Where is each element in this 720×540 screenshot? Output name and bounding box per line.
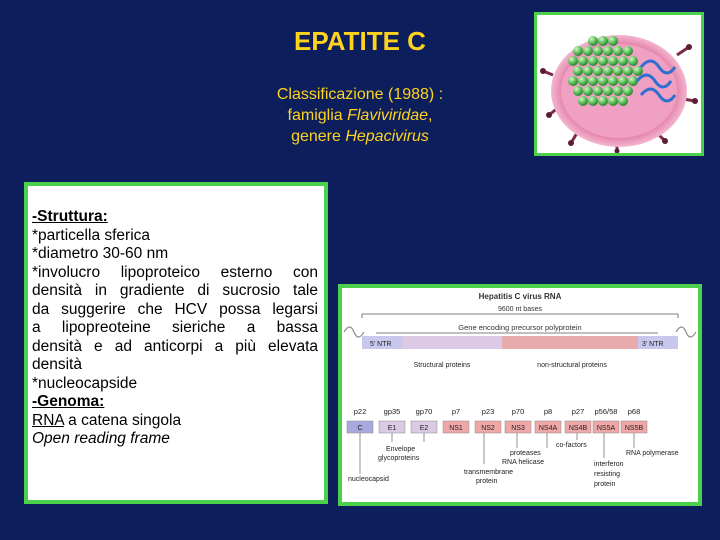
ann-proteases: proteases <box>510 450 541 457</box>
ann-transmembrane-1: transmembrane <box>464 469 514 476</box>
protein-size-6: p8 <box>543 407 553 416</box>
protein-sizes <box>354 407 641 416</box>
capsid-bead <box>633 66 643 76</box>
protein-size-3: p7 <box>451 407 461 416</box>
capsid-bead <box>603 86 613 96</box>
genus-name: Hepacivirus <box>345 128 429 145</box>
capsid-bead <box>623 46 633 56</box>
capsid-bead <box>613 86 623 96</box>
diagram-length: 9600 nt bases <box>498 306 542 313</box>
structure-item-4: *nucleocapside <box>32 374 138 392</box>
capsid-bead <box>583 66 593 76</box>
nonstructural-label: non-structural proteins <box>537 362 607 369</box>
capsid-bead <box>608 96 618 106</box>
structure-item-3-line-4: a lipopreoteine sieriche a bassa <box>32 319 318 336</box>
structure-item-3-line-5: densità e ad anticorpi a più elevata <box>32 337 318 355</box>
slide-title: EPATITE C <box>294 26 426 56</box>
protein-label-ns5a: NS5A <box>596 425 616 432</box>
capsid-bead <box>603 46 613 56</box>
protein-size-8: p56/58 <box>594 407 618 416</box>
structure-item-3-line-1: *involucro lipoproteico esterno con <box>32 263 318 281</box>
protein-size-9: p68 <box>627 407 641 416</box>
capsid-bead <box>578 76 588 86</box>
capsid-bead <box>588 36 598 46</box>
capsid-bead <box>578 96 588 106</box>
genome-header: -Genoma: <box>32 393 105 410</box>
ann-envelope-2: glycoproteins <box>378 455 420 462</box>
family-prefix: famiglia <box>287 107 348 124</box>
capsid-bead <box>623 86 633 96</box>
classification-line-1: Classificazione (1988) : <box>276 86 444 103</box>
family-suffix: , <box>428 107 433 124</box>
nonstructural-region <box>502 336 638 349</box>
family-name: Flaviviridae <box>347 107 429 124</box>
capsid-bead <box>568 76 578 86</box>
hcv-virion-image <box>537 15 701 153</box>
ann-interferon-3: protein <box>594 481 616 488</box>
ann-envelope-1: Envelope <box>386 446 416 453</box>
protein-label-ns1: NS1 <box>449 425 463 432</box>
capsid-bead <box>618 76 628 86</box>
genome-diagram-svg <box>342 288 698 502</box>
capsid-bead <box>588 76 598 86</box>
protein-label-c: C <box>357 425 363 432</box>
structure-item-3-line-3: da suggerire che HCV possa legarsi <box>32 300 318 318</box>
capsid-bead <box>608 76 618 86</box>
protein-size-2: gp70 <box>415 407 433 416</box>
classification-line-2 <box>230 105 490 126</box>
rna-tail-right <box>676 327 696 337</box>
structure-item-1: *particella sferica <box>32 226 151 244</box>
protein-size-5: p70 <box>511 407 525 416</box>
protein-boxes <box>347 421 647 433</box>
capsid-bead <box>598 76 608 86</box>
protein-label-e1: E1 <box>387 425 397 432</box>
protein-size-0: p22 <box>353 407 367 416</box>
capsid-bead <box>613 66 623 76</box>
protein-size-7: p27 <box>571 407 585 416</box>
capsid-bead <box>593 46 603 56</box>
ann-polymerase: RNA polymerase <box>626 450 679 457</box>
capsid-bead <box>588 56 598 66</box>
structure-item-3-line-6: densità <box>32 356 82 373</box>
virus-illustration <box>534 12 704 156</box>
protein-label-ns5b: NS5B <box>624 425 644 432</box>
protein-label-ns2: NS2 <box>481 425 495 432</box>
structure-item-3-line-2: densità in gradiente di sucrosio tale <box>32 282 318 299</box>
capsid-bead <box>593 86 603 96</box>
protein-label-ns4a: NS4A <box>538 425 558 432</box>
capsid-bead <box>593 66 603 76</box>
ann-interferon-2: resisting <box>594 471 621 478</box>
protein-size-4: p23 <box>481 407 495 416</box>
capsid-bead <box>578 56 588 66</box>
capsid-bead <box>598 96 608 106</box>
classification <box>230 84 490 147</box>
ann-cofactors: co-factors <box>556 442 587 449</box>
structure-header: -Struttura: <box>32 208 108 225</box>
capsid-bead <box>603 66 613 76</box>
capsid-bead <box>628 56 638 66</box>
ann-nucleocapsid: nucleocapsid <box>348 476 389 483</box>
capsid-bead <box>628 76 638 86</box>
rna-term: RNA <box>32 411 64 429</box>
structure-text-box <box>24 182 328 504</box>
capsid-bead <box>573 46 583 56</box>
capsid-bead <box>608 36 618 46</box>
rna-rest: a catena singola <box>63 411 182 429</box>
capsid-bead <box>623 66 633 76</box>
hcv-genome-diagram <box>338 284 702 506</box>
capsid-bead <box>573 86 583 96</box>
ann-interferon-1: interferon <box>594 461 624 468</box>
capsid-bead <box>588 96 598 106</box>
capsid-bead <box>568 56 578 66</box>
capsid-bead <box>613 46 623 56</box>
capsid-bead <box>618 96 628 106</box>
capsid-bead <box>598 56 608 66</box>
capsid-bead <box>618 56 628 66</box>
protein-label-ns4b: NS4B <box>568 425 588 432</box>
rna-tail-left <box>344 327 364 337</box>
classification-line-3 <box>230 126 490 147</box>
capsid-bead <box>573 66 583 76</box>
capsid-bead <box>608 56 618 66</box>
capsid-bead <box>583 86 593 96</box>
structure-item-2: *diametro 30-60 nm <box>32 245 169 262</box>
protein-label-ns3: NS3 <box>511 425 525 432</box>
genus-prefix: genere <box>291 128 346 145</box>
ntr5-label: 5' NTR <box>370 341 392 348</box>
gene-label: Gene encoding precursor polyprotein <box>458 323 582 332</box>
genome-rna-line <box>32 412 318 431</box>
structural-label: Structural proteins <box>413 362 471 369</box>
annotation-lines <box>360 433 634 474</box>
ann-helicase: RNA helicase <box>502 459 545 466</box>
structural-region <box>402 336 502 349</box>
diagram-title: Hepatitis C virus RNA <box>478 292 562 301</box>
capsid-bead <box>598 36 608 46</box>
ntr3-label: 3' NTR <box>642 341 664 348</box>
ann-transmembrane-2: protein <box>476 478 498 485</box>
protein-size-1: gp35 <box>383 407 401 416</box>
genome-orf: Open reading frame <box>32 430 170 447</box>
protein-label-e2: E2 <box>419 425 429 432</box>
capsid-bead <box>583 46 593 56</box>
